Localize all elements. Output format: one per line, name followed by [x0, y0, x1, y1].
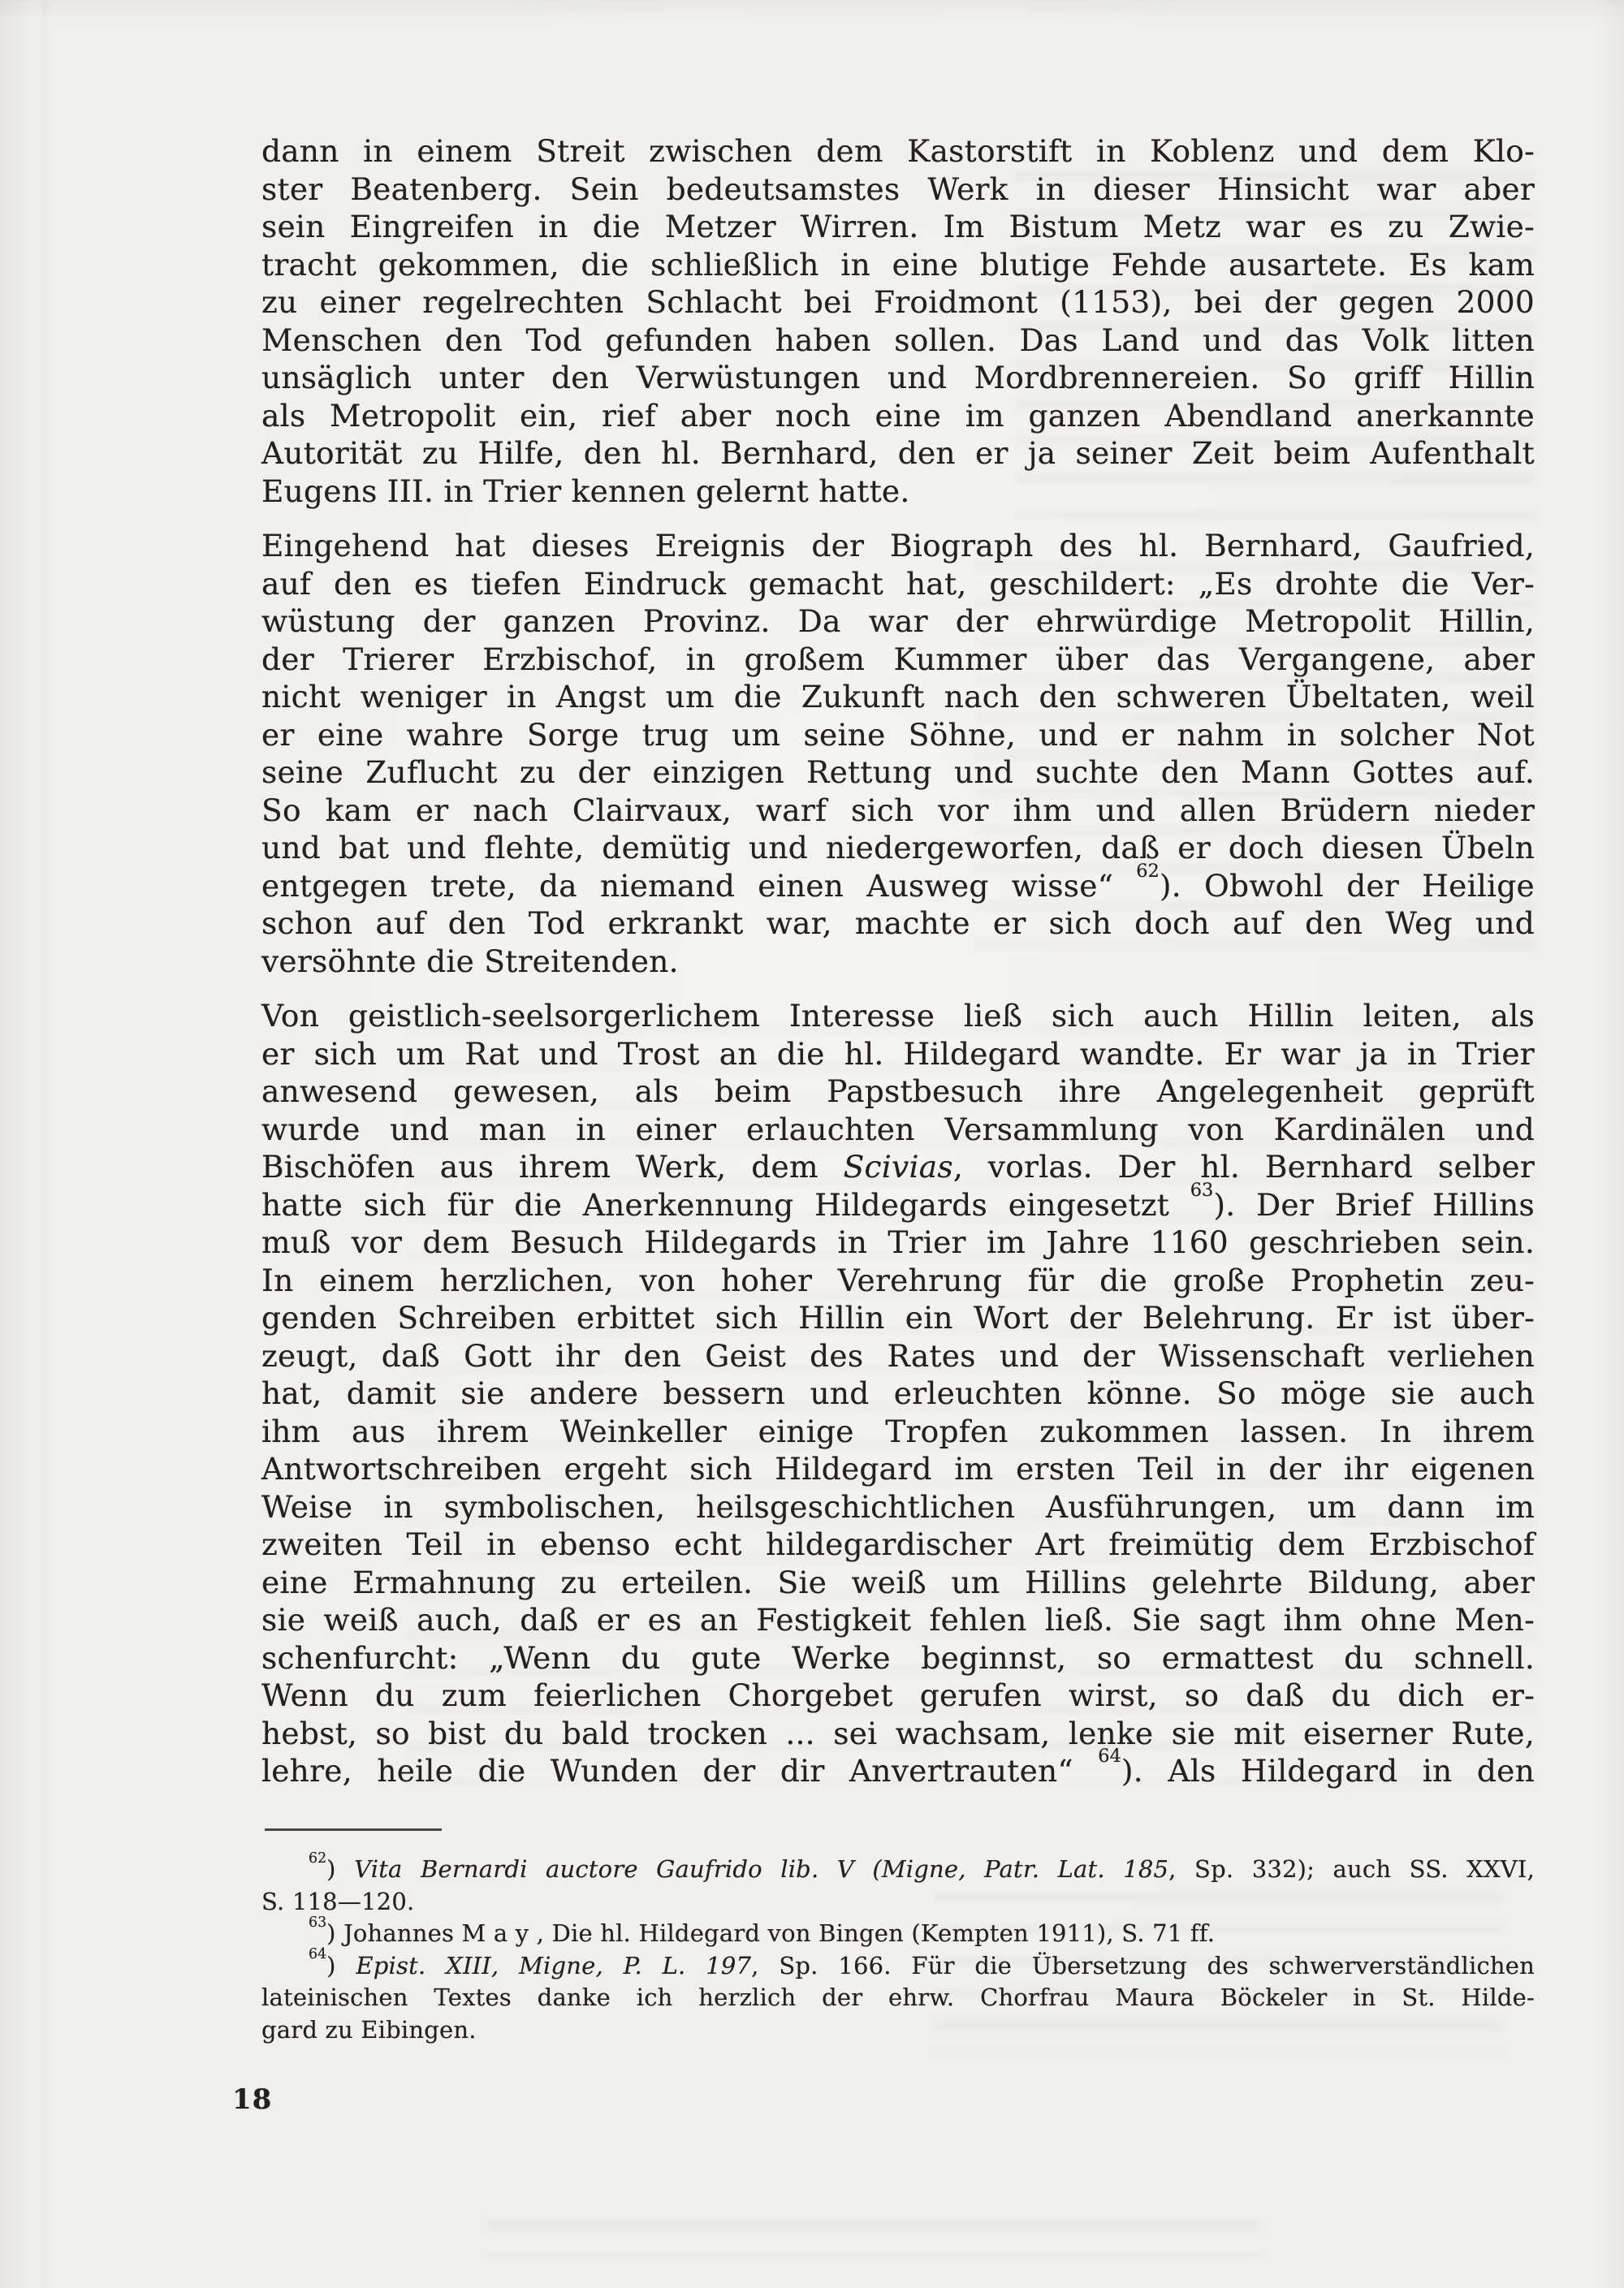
text-segment: tracht gekommen, die schließlich in eine blutige Fehde ausartete. Es kam	[261, 246, 1535, 283]
text-segment: entgegen trete, da niemand einen Ausweg wisse“	[261, 867, 1137, 904]
text-segment: Antwortschreiben ergeht sich Hildegard im ersten Teil in der ihr eigenen	[261, 1451, 1535, 1487]
text-line	[261, 753, 1535, 792]
text-segment: wüstung der ganzen Provinz. Da war der ehrwürdige Metropolit Hillin,	[261, 603, 1535, 639]
text-segment: In einem herzlichen, von hoher Verehrung für die große Prophetin zeu-	[261, 1262, 1535, 1298]
text-line	[261, 171, 1535, 209]
text-line	[261, 1073, 1535, 1111]
text-line	[261, 1914, 1535, 1950]
text-segment: ihm aus ihrem Weinkeller einige Tropfen zukommen lassen. In ihrem	[261, 1413, 1535, 1449]
text-segment: Eugens III. in Trier kennen gelernt hatte.	[261, 473, 910, 509]
text-segment: seine Zuflucht zu der einzigen Rettung und suchte den Mann Gottes auf.	[261, 754, 1535, 790]
text-segment: als Metropolit ein, rief aber noch eine im ganzen Abendland anerkannte	[261, 397, 1535, 434]
text-line	[261, 1677, 1535, 1715]
text-segment: der Trierer Erzbischof, in großem Kummer über das Vergangene, aber	[261, 641, 1535, 677]
text-line	[261, 904, 1535, 943]
text-line	[261, 1564, 1535, 1602]
text-line	[261, 641, 1535, 679]
footnote-marker: 63	[309, 1914, 327, 1931]
text-line	[261, 2014, 1535, 2047]
text-line	[261, 1224, 1535, 1262]
text-segment: S. 118—120.	[261, 1887, 415, 1915]
text-segment: , vorlas. Der hl. Bernhard selber	[952, 1149, 1535, 1185]
text-segment: genden Schreiben erbittet sich Hillin ein Wort der Belehrung. Er ist über-	[261, 1300, 1535, 1336]
text-line	[261, 1526, 1535, 1564]
text-segment: versöhnte die Streitenden.	[261, 943, 679, 979]
footnote	[261, 1914, 1535, 1950]
text-line	[261, 434, 1535, 473]
body-text	[261, 132, 1535, 1790]
text-segment: ) Johannes M a y , Die hl. Hildegard von Bingen (Kempten 1911), S. 71 ff.	[326, 1919, 1216, 1947]
text-line	[261, 1035, 1535, 1073]
text-segment: ). Als Hildegard in den	[1121, 1753, 1535, 1789]
text-segment: lateinischen Textes danke ich herzlich der ehrw. Chorfrau Maura Böckeler in St. Hilde-	[261, 1984, 1535, 2011]
text-segment: Epist. XIII, Migne, P. L. 197	[356, 1951, 752, 1979]
text-segment: Autorität zu Hilfe, den hl. Bernhard, den er ja seiner Zeit beim Aufenthalt	[261, 435, 1535, 471]
text-segment: auf den es tiefen Eindruck gemacht hat, geschildert: „Es drohte die Ver-	[261, 565, 1535, 602]
text-segment: schon auf den Tod erkrankt war, machte er sich doch auf den Weg und	[261, 905, 1535, 941]
text-line	[261, 829, 1535, 867]
text-line	[261, 246, 1535, 284]
text-segment: und bat und flehte, demütig und niedergeworfen, daß er doch diesen Übeln	[261, 830, 1535, 866]
text-line	[261, 527, 1535, 565]
text-segment: , Sp. 332); auch SS. XXVI,	[1168, 1855, 1535, 1883]
text-line	[261, 716, 1535, 754]
text-segment: sie weiß auch, daß er es an Festigkeit fehlen ließ. Sie sagt ihm ohne Men-	[261, 1602, 1535, 1638]
footnote-marker: 62	[1136, 860, 1160, 882]
text-segment: zu einer regelrechten Schlacht bei Froidmont (1153), bei der gegen 2000	[261, 284, 1535, 320]
text-segment: sein Eingreifen in die Metzer Wirren. Im Bistum Metz war es zu Zwie-	[261, 209, 1535, 244]
text-segment: Eingehend hat dieses Ereignis der Biograph des hl. Bernhard, Gaufried,	[261, 528, 1535, 563]
text-line	[261, 1111, 1535, 1149]
text-line	[261, 1886, 1535, 1919]
text-segment: eine Ermahnung zu erteilen. Sie weiß um Hillins gelehrte Bildung, aber	[261, 1564, 1535, 1600]
text-segment: er sich um Rat und Trost an die hl. Hildegard wandte. Er war ja in Trier	[261, 1035, 1535, 1072]
text-line	[261, 359, 1535, 397]
text-segment: ster Beatenberg. Sein bedeutsamstes Werk in dieser Hinsicht war aber	[261, 171, 1535, 207]
footnote-marker: 63	[1190, 1179, 1214, 1201]
text-segment: zeugt, daß Gott ihr den Geist des Rates und der Wissenschaft verliehen	[261, 1337, 1535, 1374]
paragraph	[261, 132, 1535, 510]
text-line	[261, 1639, 1535, 1677]
text-line	[261, 1337, 1535, 1375]
text-segment: hatte sich für die Anerkennung Hildegards eingesetzt	[261, 1186, 1190, 1223]
paragraph	[261, 527, 1535, 980]
text-segment: Vita Bernardi auctore Gaufrido lib. V (Migne, Patr. Lat. 185	[354, 1855, 1169, 1883]
text-segment: hat, damit sie andere bessern und erleuchten könne. So möge sie auch	[261, 1375, 1535, 1411]
text-segment: Menschen den Tod gefunden haben sollen. Das Land und das Volk litten	[261, 322, 1535, 358]
text-segment: gard zu Eibingen.	[261, 2015, 477, 2044]
footnote-marker: 64	[309, 1946, 327, 1963]
footnote-marker: 62	[309, 1850, 327, 1867]
text-line	[261, 1601, 1535, 1639]
text-segment: )	[326, 1855, 355, 1883]
text-segment: Wenn du zum feierlichen Chorgebet gerufen wirst, so daß du dich er-	[261, 1677, 1535, 1713]
text-line	[261, 1375, 1535, 1413]
text-line	[261, 1450, 1535, 1488]
text-line	[261, 602, 1535, 641]
footnote	[261, 1946, 1535, 2047]
text-line	[261, 1715, 1535, 1753]
text-segment: schenfurcht: „Wenn du gute Werke beginnst, so ermattest du schnell.	[261, 1639, 1535, 1676]
text-segment: nicht weniger in Angst um die Zukunft nach den schweren Übeltaten, weil	[261, 679, 1535, 714]
text-line	[261, 397, 1535, 435]
text-line	[261, 1179, 1535, 1224]
text-line	[261, 1982, 1535, 2014]
text-segment: ). Obwohl der Heilige	[1159, 867, 1535, 904]
text-segment: ). Der Brief Hillins	[1213, 1186, 1535, 1223]
text-segment: So kam er nach Clairvaux, warf sich vor ihm und allen Brüdern nieder	[261, 792, 1535, 828]
footnote-rule	[265, 1828, 442, 1831]
text-line	[261, 792, 1535, 830]
scan-streak	[44, 0, 46, 2288]
text-segment: muß vor dem Besuch Hildegards in Trier im Jahre 1160 geschrieben sein.	[261, 1224, 1535, 1260]
text-segment: Bischöfen aus ihrem Werk, dem	[261, 1149, 844, 1185]
text-line	[261, 132, 1535, 171]
text-segment: er eine wahre Sorge trug um seine Söhne, und er nahm in solcher Not	[261, 716, 1535, 753]
text-segment: , Sp. 166. Für die Übersetzung des schwerverständlichen	[751, 1951, 1535, 1979]
text-line	[261, 943, 1535, 981]
text-segment: wurde und man in einer erlauchten Versammlung von Kardinälen und	[261, 1111, 1535, 1147]
text-line	[261, 1413, 1535, 1451]
text-line	[261, 1488, 1535, 1526]
text-segment: hebst, so bist du bald trocken ... sei wachsam, lenke sie mit eiserner Rute,	[261, 1715, 1535, 1751]
text-line	[261, 1746, 1535, 1790]
text-line	[261, 1148, 1535, 1186]
text-segment: unsäglich unter den Verwüstungen und Mordbrennereien. So griff Hillin	[261, 360, 1535, 395]
footnote	[261, 1850, 1535, 1918]
text-segment: Von geistlich-seelsorgerlichem Interesse ließ sich auch Hillin leiten, als	[261, 998, 1535, 1034]
text-line	[261, 860, 1535, 905]
text-line	[261, 283, 1535, 322]
text-segment: anwesend gewesen, als beim Papstbesuch ihre Angelegenheit geprüft	[261, 1073, 1535, 1109]
text-line	[261, 565, 1535, 603]
text-segment: dann in einem Streit zwischen dem Kastorstift in Koblenz und dem Klo-	[261, 133, 1535, 169]
footnote-marker: 64	[1098, 1746, 1121, 1768]
text-line	[261, 208, 1535, 246]
text-line	[261, 1299, 1535, 1337]
text-line	[261, 322, 1535, 360]
text-segment: Scivias	[843, 1149, 953, 1185]
bleed-through-patch	[487, 2221, 1259, 2257]
text-segment: zweiten Teil in ebenso echt hildegardischer Art freimütig dem Erzbischof	[261, 1526, 1535, 1562]
text-line	[261, 678, 1535, 716]
text-segment: Weise in symbolischen, heilsgeschichtlichen Ausführungen, um dann im	[261, 1488, 1535, 1525]
text-line	[261, 473, 1535, 511]
text-segment: )	[326, 1951, 356, 1979]
paragraph	[261, 997, 1535, 1790]
text-line	[261, 997, 1535, 1035]
text-line	[261, 1850, 1535, 1886]
text-line	[261, 1946, 1535, 1983]
text-segment: lehre, heile die Wunden der dir Anvertrauten“	[261, 1753, 1099, 1789]
page-number: 18	[232, 2083, 273, 2116]
footnotes	[261, 1850, 1535, 2046]
text-line	[261, 1262, 1535, 1300]
